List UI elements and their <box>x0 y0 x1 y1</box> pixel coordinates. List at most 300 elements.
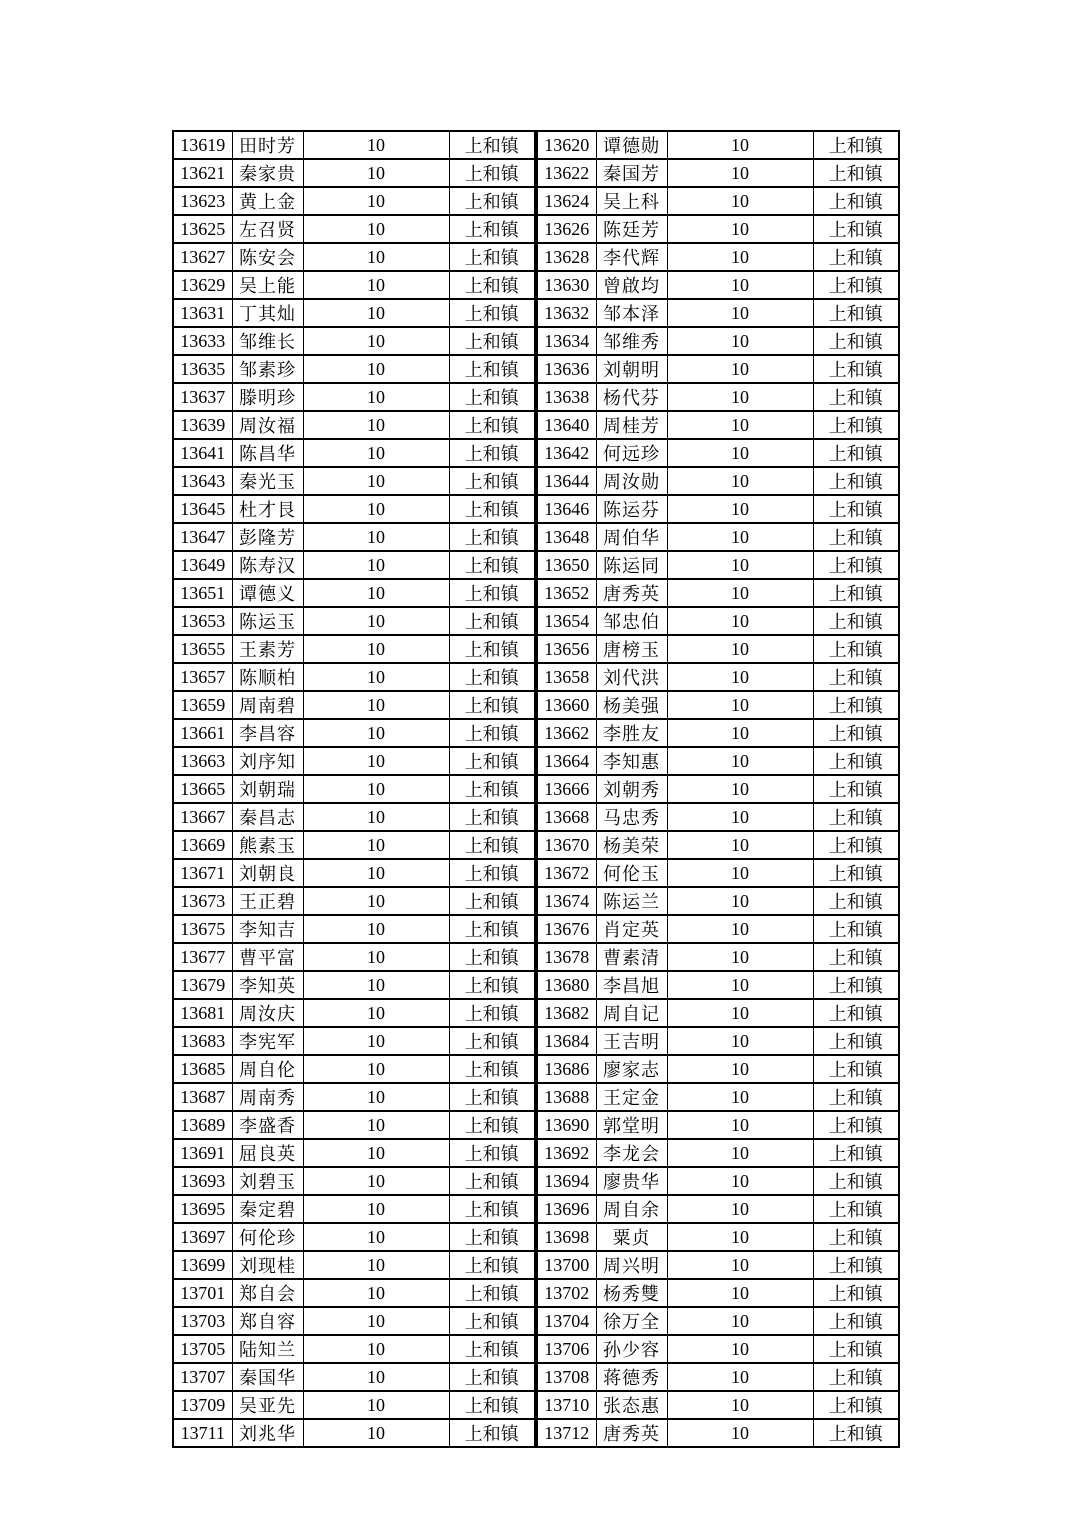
table-row <box>173 803 535 831</box>
table-row <box>173 495 535 523</box>
town-cell: 上和镇 <box>449 1139 535 1167</box>
amount-cell: 10 <box>303 271 449 299</box>
name-cell: 周南秀 <box>232 1083 303 1111</box>
id-cell: 13630 <box>537 271 596 299</box>
name-cell: 周南碧 <box>232 691 303 719</box>
amount-cell: 10 <box>667 1419 813 1447</box>
table-row <box>173 1139 535 1167</box>
table-row <box>537 887 899 915</box>
amount-cell: 10 <box>303 327 449 355</box>
id-cell: 13635 <box>173 355 232 383</box>
table-row <box>537 859 899 887</box>
name-cell: 马忠秀 <box>596 803 667 831</box>
table-row <box>537 467 899 495</box>
amount-cell: 10 <box>303 1335 449 1363</box>
id-cell: 13706 <box>537 1335 596 1363</box>
id-cell: 13672 <box>537 859 596 887</box>
table-row <box>173 831 535 859</box>
table-row <box>537 355 899 383</box>
id-cell: 13668 <box>537 803 596 831</box>
id-cell: 13667 <box>173 803 232 831</box>
id-cell: 13649 <box>173 551 232 579</box>
name-cell: 周汝勋 <box>596 467 667 495</box>
table-row <box>173 1027 535 1055</box>
name-cell: 唐榜玉 <box>596 635 667 663</box>
amount-cell: 10 <box>303 439 449 467</box>
name-cell: 李代辉 <box>596 243 667 271</box>
name-cell: 王正碧 <box>232 887 303 915</box>
town-cell: 上和镇 <box>813 495 899 523</box>
table-row <box>537 999 899 1027</box>
name-cell: 周自伦 <box>232 1055 303 1083</box>
table-row <box>173 523 535 551</box>
amount-cell: 10 <box>667 215 813 243</box>
name-cell: 谭德义 <box>232 579 303 607</box>
table-row <box>537 1195 899 1223</box>
table-row <box>537 1223 899 1251</box>
table-row <box>537 747 899 775</box>
table-row <box>173 327 535 355</box>
town-cell: 上和镇 <box>813 943 899 971</box>
town-cell: 上和镇 <box>813 859 899 887</box>
amount-cell: 10 <box>667 1363 813 1391</box>
id-cell: 13621 <box>173 159 232 187</box>
table-row <box>173 439 535 467</box>
name-cell: 陈寿汉 <box>232 551 303 579</box>
table-row <box>537 131 899 159</box>
town-cell: 上和镇 <box>449 635 535 663</box>
name-cell: 刘兆华 <box>232 1419 303 1447</box>
amount-cell: 10 <box>667 663 813 691</box>
town-cell: 上和镇 <box>813 327 899 355</box>
amount-cell: 10 <box>303 971 449 999</box>
id-cell: 13641 <box>173 439 232 467</box>
name-cell: 邹维长 <box>232 327 303 355</box>
table-row <box>537 915 899 943</box>
table-row <box>537 1363 899 1391</box>
town-cell: 上和镇 <box>813 579 899 607</box>
amount-cell: 10 <box>303 1111 449 1139</box>
town-cell: 上和镇 <box>449 943 535 971</box>
town-cell: 上和镇 <box>813 803 899 831</box>
id-cell: 13666 <box>537 775 596 803</box>
name-cell: 杜才艮 <box>232 495 303 523</box>
table-row <box>537 383 899 411</box>
town-cell: 上和镇 <box>813 1279 899 1307</box>
name-cell: 邹素珍 <box>232 355 303 383</box>
name-cell: 谭德勋 <box>596 131 667 159</box>
table-row <box>537 159 899 187</box>
table-row <box>537 1083 899 1111</box>
id-cell: 13708 <box>537 1363 596 1391</box>
amount-cell: 10 <box>667 719 813 747</box>
amount-cell: 10 <box>303 1419 449 1447</box>
name-cell: 陈运芬 <box>596 495 667 523</box>
amount-cell: 10 <box>303 691 449 719</box>
name-cell: 杨代芬 <box>596 383 667 411</box>
name-cell: 刘朝秀 <box>596 775 667 803</box>
table-row <box>537 271 899 299</box>
town-cell: 上和镇 <box>449 1363 535 1391</box>
amount-cell: 10 <box>303 1055 449 1083</box>
table-row <box>173 691 535 719</box>
id-cell: 13704 <box>537 1307 596 1335</box>
town-cell: 上和镇 <box>449 859 535 887</box>
name-cell: 张态惠 <box>596 1391 667 1419</box>
id-cell: 13694 <box>537 1167 596 1195</box>
amount-cell: 10 <box>303 887 449 915</box>
town-cell: 上和镇 <box>449 355 535 383</box>
name-cell: 何远珍 <box>596 439 667 467</box>
table-row <box>537 1055 899 1083</box>
town-cell: 上和镇 <box>449 1419 535 1447</box>
id-cell: 13690 <box>537 1111 596 1139</box>
id-cell: 13700 <box>537 1251 596 1279</box>
amount-cell: 10 <box>667 495 813 523</box>
id-cell: 13676 <box>537 915 596 943</box>
amount-cell: 10 <box>667 159 813 187</box>
name-cell: 秦国华 <box>232 1363 303 1391</box>
id-cell: 13710 <box>537 1391 596 1419</box>
id-cell: 13663 <box>173 747 232 775</box>
name-cell: 孙少容 <box>596 1335 667 1363</box>
name-cell: 黄上金 <box>232 187 303 215</box>
amount-cell: 10 <box>667 1027 813 1055</box>
id-cell: 13660 <box>537 691 596 719</box>
id-cell: 13625 <box>173 215 232 243</box>
name-cell: 刘代洪 <box>596 663 667 691</box>
amount-cell: 10 <box>303 159 449 187</box>
town-cell: 上和镇 <box>449 327 535 355</box>
id-cell: 13669 <box>173 831 232 859</box>
table-row <box>173 1391 535 1419</box>
town-cell: 上和镇 <box>449 719 535 747</box>
name-cell: 李龙会 <box>596 1139 667 1167</box>
town-cell: 上和镇 <box>813 691 899 719</box>
table-row <box>537 943 899 971</box>
amount-cell: 10 <box>303 551 449 579</box>
name-cell: 李知吉 <box>232 915 303 943</box>
table-row <box>173 1223 535 1251</box>
town-cell: 上和镇 <box>449 1167 535 1195</box>
amount-cell: 10 <box>667 831 813 859</box>
name-cell: 李胜友 <box>596 719 667 747</box>
name-cell: 秦国芳 <box>596 159 667 187</box>
town-cell: 上和镇 <box>813 1391 899 1419</box>
town-cell: 上和镇 <box>813 719 899 747</box>
town-cell: 上和镇 <box>813 299 899 327</box>
amount-cell: 10 <box>667 243 813 271</box>
name-cell: 杨美强 <box>596 691 667 719</box>
name-cell: 吴亚先 <box>232 1391 303 1419</box>
amount-cell: 10 <box>303 495 449 523</box>
amount-cell: 10 <box>303 915 449 943</box>
town-cell: 上和镇 <box>813 887 899 915</box>
name-cell: 王素芳 <box>232 635 303 663</box>
id-cell: 13674 <box>537 887 596 915</box>
town-cell: 上和镇 <box>813 271 899 299</box>
table-row <box>173 859 535 887</box>
id-cell: 13631 <box>173 299 232 327</box>
table-row <box>537 243 899 271</box>
town-cell: 上和镇 <box>813 1055 899 1083</box>
amount-cell: 10 <box>667 327 813 355</box>
town-cell: 上和镇 <box>449 1111 535 1139</box>
id-cell: 13629 <box>173 271 232 299</box>
amount-cell: 10 <box>303 131 449 159</box>
name-cell: 陈昌华 <box>232 439 303 467</box>
id-cell: 13656 <box>537 635 596 663</box>
id-cell: 13699 <box>173 1251 232 1279</box>
town-cell: 上和镇 <box>813 215 899 243</box>
id-cell: 13709 <box>173 1391 232 1419</box>
table-row <box>173 1363 535 1391</box>
table-row <box>537 1027 899 1055</box>
town-cell: 上和镇 <box>449 467 535 495</box>
table-row <box>173 775 535 803</box>
name-cell: 吴上能 <box>232 271 303 299</box>
town-cell: 上和镇 <box>813 831 899 859</box>
town-cell: 上和镇 <box>813 159 899 187</box>
id-cell: 13642 <box>537 439 596 467</box>
amount-cell: 10 <box>667 607 813 635</box>
id-cell: 13652 <box>537 579 596 607</box>
table-row <box>537 215 899 243</box>
table-row <box>173 943 535 971</box>
name-cell: 杨秀雙 <box>596 1279 667 1307</box>
amount-cell: 10 <box>303 663 449 691</box>
id-cell: 13695 <box>173 1195 232 1223</box>
town-cell: 上和镇 <box>449 971 535 999</box>
table-row <box>537 635 899 663</box>
id-cell: 13654 <box>537 607 596 635</box>
name-cell: 唐秀英 <box>596 1419 667 1447</box>
name-cell: 刘序知 <box>232 747 303 775</box>
table-row <box>173 1251 535 1279</box>
table-row <box>537 803 899 831</box>
name-cell: 周桂芳 <box>596 411 667 439</box>
table-row <box>537 411 899 439</box>
id-cell: 13639 <box>173 411 232 439</box>
table-row <box>537 187 899 215</box>
town-cell: 上和镇 <box>449 747 535 775</box>
name-cell: 陈运同 <box>596 551 667 579</box>
amount-cell: 10 <box>667 803 813 831</box>
id-cell: 13671 <box>173 859 232 887</box>
name-cell: 曹平富 <box>232 943 303 971</box>
name-cell: 左召贤 <box>232 215 303 243</box>
id-cell: 13640 <box>537 411 596 439</box>
name-cell: 王定金 <box>596 1083 667 1111</box>
id-cell: 13679 <box>173 971 232 999</box>
amount-cell: 10 <box>667 1111 813 1139</box>
amount-cell: 10 <box>303 411 449 439</box>
town-cell: 上和镇 <box>449 831 535 859</box>
amount-cell: 10 <box>667 579 813 607</box>
name-cell: 吴上科 <box>596 187 667 215</box>
id-cell: 13696 <box>537 1195 596 1223</box>
table-row <box>537 579 899 607</box>
town-cell: 上和镇 <box>449 551 535 579</box>
town-cell: 上和镇 <box>449 243 535 271</box>
town-cell: 上和镇 <box>449 1055 535 1083</box>
town-cell: 上和镇 <box>449 1083 535 1111</box>
table-row <box>173 999 535 1027</box>
town-cell: 上和镇 <box>449 915 535 943</box>
amount-cell: 10 <box>667 355 813 383</box>
amount-cell: 10 <box>667 1335 813 1363</box>
id-cell: 13651 <box>173 579 232 607</box>
name-cell: 徐万全 <box>596 1307 667 1335</box>
table-row <box>173 1307 535 1335</box>
id-cell: 13638 <box>537 383 596 411</box>
town-cell: 上和镇 <box>813 467 899 495</box>
amount-cell: 10 <box>303 1279 449 1307</box>
id-cell: 13689 <box>173 1111 232 1139</box>
amount-cell: 10 <box>303 1083 449 1111</box>
table-row <box>173 131 535 159</box>
name-cell: 廖贵华 <box>596 1167 667 1195</box>
amount-cell: 10 <box>667 551 813 579</box>
id-cell: 13707 <box>173 1363 232 1391</box>
town-cell: 上和镇 <box>449 691 535 719</box>
town-cell: 上和镇 <box>449 159 535 187</box>
table-row <box>173 1167 535 1195</box>
town-cell: 上和镇 <box>449 411 535 439</box>
table-row <box>537 607 899 635</box>
table-row <box>173 271 535 299</box>
table-row <box>173 607 535 635</box>
table-row <box>173 1419 535 1447</box>
table-row <box>173 243 535 271</box>
amount-cell: 10 <box>303 467 449 495</box>
id-cell: 13692 <box>537 1139 596 1167</box>
town-cell: 上和镇 <box>813 243 899 271</box>
roster-table-right <box>536 130 900 1448</box>
amount-cell: 10 <box>667 1055 813 1083</box>
name-cell: 邹忠伯 <box>596 607 667 635</box>
amount-cell: 10 <box>667 1195 813 1223</box>
town-cell: 上和镇 <box>449 495 535 523</box>
town-cell: 上和镇 <box>449 299 535 327</box>
id-cell: 13619 <box>173 131 232 159</box>
name-cell: 郑自容 <box>232 1307 303 1335</box>
name-cell: 李知惠 <box>596 747 667 775</box>
amount-cell: 10 <box>303 831 449 859</box>
table-row <box>537 1111 899 1139</box>
amount-cell: 10 <box>303 999 449 1027</box>
id-cell: 13701 <box>173 1279 232 1307</box>
id-cell: 13645 <box>173 495 232 523</box>
table-row <box>537 1167 899 1195</box>
id-cell: 13661 <box>173 719 232 747</box>
name-cell: 李知英 <box>232 971 303 999</box>
amount-cell: 10 <box>303 747 449 775</box>
amount-cell: 10 <box>667 1167 813 1195</box>
town-cell: 上和镇 <box>813 663 899 691</box>
name-cell: 刘朝良 <box>232 859 303 887</box>
name-cell: 粟贞 <box>596 1223 667 1251</box>
id-cell: 13705 <box>173 1335 232 1363</box>
name-cell: 滕明珍 <box>232 383 303 411</box>
amount-cell: 10 <box>303 187 449 215</box>
name-cell: 田时芳 <box>232 131 303 159</box>
amount-cell: 10 <box>303 1363 449 1391</box>
amount-cell: 10 <box>667 887 813 915</box>
town-cell: 上和镇 <box>449 1223 535 1251</box>
id-cell: 13664 <box>537 747 596 775</box>
town-cell: 上和镇 <box>449 579 535 607</box>
id-cell: 13682 <box>537 999 596 1027</box>
town-cell: 上和镇 <box>813 1195 899 1223</box>
town-cell: 上和镇 <box>449 1335 535 1363</box>
town-cell: 上和镇 <box>813 971 899 999</box>
id-cell: 13677 <box>173 943 232 971</box>
id-cell: 13653 <box>173 607 232 635</box>
id-cell: 13650 <box>537 551 596 579</box>
id-cell: 13634 <box>537 327 596 355</box>
table-row <box>173 1279 535 1307</box>
amount-cell: 10 <box>667 1307 813 1335</box>
id-cell: 13648 <box>537 523 596 551</box>
town-cell: 上和镇 <box>449 803 535 831</box>
amount-cell: 10 <box>303 803 449 831</box>
town-cell: 上和镇 <box>449 1307 535 1335</box>
amount-cell: 10 <box>303 243 449 271</box>
amount-cell: 10 <box>667 915 813 943</box>
name-cell: 刘碧玉 <box>232 1167 303 1195</box>
id-cell: 13626 <box>537 215 596 243</box>
id-cell: 13627 <box>173 243 232 271</box>
name-cell: 秦家贵 <box>232 159 303 187</box>
amount-cell: 10 <box>303 299 449 327</box>
name-cell: 周汝福 <box>232 411 303 439</box>
name-cell: 丁其灿 <box>232 299 303 327</box>
town-cell: 上和镇 <box>813 551 899 579</box>
table-row <box>173 383 535 411</box>
name-cell: 何伦珍 <box>232 1223 303 1251</box>
amount-cell: 10 <box>667 467 813 495</box>
id-cell: 13644 <box>537 467 596 495</box>
id-cell: 13624 <box>537 187 596 215</box>
name-cell: 唐秀英 <box>596 579 667 607</box>
table-row <box>173 887 535 915</box>
id-cell: 13659 <box>173 691 232 719</box>
town-cell: 上和镇 <box>449 1251 535 1279</box>
id-cell: 13693 <box>173 1167 232 1195</box>
table-row <box>537 971 899 999</box>
table-row <box>173 1111 535 1139</box>
town-cell: 上和镇 <box>449 131 535 159</box>
table-row <box>173 1055 535 1083</box>
amount-cell: 10 <box>667 1251 813 1279</box>
name-cell: 郭堂明 <box>596 1111 667 1139</box>
table-row <box>537 523 899 551</box>
name-cell: 肖定英 <box>596 915 667 943</box>
id-cell: 13636 <box>537 355 596 383</box>
name-cell: 屈良英 <box>232 1139 303 1167</box>
table-row <box>173 1335 535 1363</box>
roster-table-left-body <box>173 131 535 1447</box>
name-cell: 陆知兰 <box>232 1335 303 1363</box>
table-row <box>537 691 899 719</box>
town-cell: 上和镇 <box>449 1027 535 1055</box>
town-cell: 上和镇 <box>813 1251 899 1279</box>
amount-cell: 10 <box>303 1223 449 1251</box>
table-row <box>537 1391 899 1419</box>
town-cell: 上和镇 <box>813 607 899 635</box>
name-cell: 郑自会 <box>232 1279 303 1307</box>
